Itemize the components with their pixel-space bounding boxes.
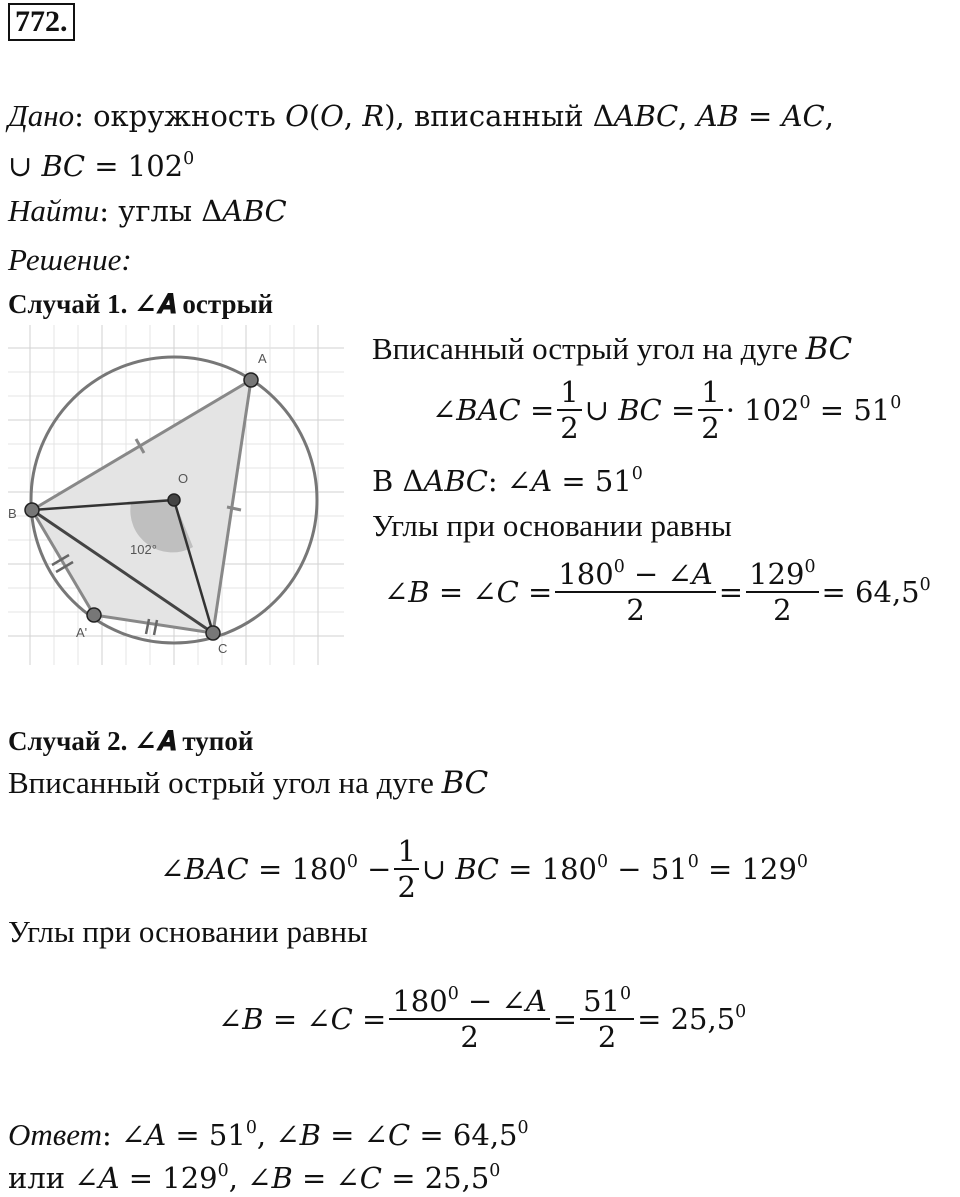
answer-line2 — [8, 1160, 500, 1196]
label-b: B — [8, 506, 17, 521]
case2-eq2-left: ∠𝐵 = ∠𝐶 = — [218, 1002, 387, 1036]
case1-line4: Углы при основании равны — [372, 508, 732, 543]
answer-line1-text: : ∠𝐴 = 51 — [101, 1118, 246, 1152]
degree: 0 — [620, 983, 632, 1004]
degree: 0 — [796, 851, 808, 872]
label-a: A — [258, 351, 267, 366]
answer-line2-text: или ∠𝐴 = 129 — [8, 1161, 218, 1195]
case2-line1: Вписанный острый угол на дуге 𝐵𝐶 — [8, 765, 489, 800]
fraction-180-minus-a — [555, 557, 715, 627]
num-tail: − ∠𝐴 — [624, 557, 713, 591]
given-text: : окружность 𝑂(𝑂, 𝑅), вписанный Δ𝐴𝐵𝐶, 𝐴𝐵 = 𝐴𝐶, — [74, 99, 834, 133]
answer-line2b-text: , ∠𝐵 = ∠𝐶 = 25,5 — [228, 1161, 490, 1195]
case1-eq1-left: ∠𝐵𝐴𝐶 = — [432, 393, 555, 427]
fraction-half — [557, 375, 581, 445]
problem-number: 772. — [8, 3, 75, 41]
given-line — [8, 98, 834, 134]
answer-line1 — [8, 1117, 529, 1153]
fraction-num — [580, 984, 634, 1018]
case2-eq1-left-text: ∠𝐵𝐴𝐶 = 180 — [160, 852, 347, 886]
equals-sign: = — [552, 1002, 578, 1036]
case2-line2: Углы при основании равны — [8, 914, 368, 949]
case2-eq1-result: = 129 — [698, 852, 797, 886]
case1-eq1-right-text: · 102 — [725, 393, 800, 427]
case1-eq1-result: = 51 — [810, 393, 891, 427]
find-line — [8, 193, 287, 229]
solution-label: Решение: — [8, 242, 132, 277]
case2-eq1-right — [422, 851, 808, 887]
degree: 0 — [613, 556, 625, 577]
given-arc — [8, 148, 194, 184]
case1-line3-text: В Δ𝐴𝐵𝐶: ∠𝐴 = 51 — [372, 464, 632, 498]
degree: 0 — [735, 1001, 747, 1022]
case2-eq1 — [160, 834, 808, 904]
case2-eq1-right-text: ∪ 𝐵𝐶 = 180 — [421, 852, 598, 886]
degree: 0 — [346, 851, 358, 872]
given-arc-text: ∪ 𝐵𝐶 = 102 — [8, 149, 184, 183]
num-180: 180 — [558, 557, 614, 591]
point-a — [244, 373, 258, 387]
fraction-num — [746, 557, 818, 591]
degree: 0 — [447, 983, 459, 1004]
fraction-half — [698, 375, 722, 445]
given-label: Дано — [8, 98, 75, 133]
label-a-prime: A' — [76, 625, 88, 640]
case1-eq2 — [384, 557, 931, 627]
case1-eq1-right — [726, 392, 902, 428]
fraction-den: 2 — [394, 868, 418, 904]
fraction-den: 2 — [557, 409, 581, 445]
fraction-num: 1 — [397, 834, 416, 868]
label-angle: 102° — [130, 542, 157, 557]
case2-title: Случай 2. ∠𝑨 тупой — [8, 726, 254, 756]
num-51: 51 — [583, 984, 620, 1018]
degree: 0 — [597, 851, 609, 872]
minus-sign: − — [367, 852, 392, 886]
num-tail: − ∠𝐴 — [458, 984, 547, 1018]
case2-eq2-result-text: = 25,5 — [637, 1002, 736, 1036]
case2-eq1-left — [160, 851, 391, 887]
num-180: 180 — [392, 984, 448, 1018]
degree: 0 — [804, 556, 816, 577]
case1-line3 — [372, 463, 643, 499]
degree: 0 — [687, 851, 699, 872]
fraction-num: 1 — [701, 375, 720, 409]
fraction-129 — [746, 557, 818, 627]
case1-eq1 — [432, 375, 901, 445]
answer-line1-math — [102, 1118, 529, 1152]
degree: 0 — [799, 392, 811, 413]
label-o: O — [178, 471, 189, 486]
point-c — [206, 626, 220, 640]
case1-title: Случай 1. ∠𝑨 острый — [8, 289, 274, 319]
fraction-180-minus-a — [389, 984, 549, 1054]
answer-label: Ответ — [8, 1117, 102, 1152]
fraction-num — [555, 557, 715, 591]
case1-eq2-result — [822, 574, 931, 610]
answer-line1b-text: , ∠𝐵 = ∠𝐶 = 64,5 — [256, 1118, 518, 1152]
fraction-den: 2 — [746, 591, 818, 627]
degree: 0 — [183, 148, 195, 169]
degree: 0 — [517, 1117, 529, 1138]
fraction-51 — [580, 984, 634, 1054]
case2-eq2-result — [637, 1001, 746, 1037]
case1-line1: Вписанный острый угол на дуге 𝐵𝐶 — [372, 331, 853, 366]
equals-sign: = — [718, 575, 744, 609]
degree: 0 — [217, 1160, 229, 1181]
case1-eq1-mid: ∪ 𝐵𝐶 = — [584, 393, 696, 427]
point-a-prime — [87, 608, 101, 622]
degree: 0 — [245, 1117, 257, 1138]
find-text: : углы Δ𝐴𝐵𝐶 — [99, 194, 287, 228]
find-label: Найти — [8, 193, 100, 228]
degree: 0 — [489, 1160, 501, 1181]
point-b — [25, 503, 39, 517]
num-129: 129 — [749, 557, 805, 591]
case1-eq2-left: ∠𝐵 = ∠𝐶 = — [384, 575, 553, 609]
solution-label-text: Решение — [8, 242, 122, 277]
label-c: C — [218, 641, 228, 656]
fraction-num: 1 — [560, 375, 579, 409]
case2-eq1-tail: − 51 — [608, 852, 688, 886]
case1-eq2-result-text: = 64,5 — [821, 575, 920, 609]
fraction-num — [389, 984, 549, 1018]
fraction-den: 2 — [389, 1018, 549, 1054]
fraction-den: 2 — [698, 409, 722, 445]
case2-eq2 — [218, 984, 746, 1054]
point-o — [168, 494, 180, 506]
fraction-den: 2 — [555, 591, 715, 627]
degree: 0 — [890, 392, 902, 413]
fraction-den: 2 — [580, 1018, 634, 1054]
degree: 0 — [919, 574, 931, 595]
degree: 0 — [631, 463, 643, 484]
fraction-half — [394, 834, 418, 904]
geometry-figure — [8, 325, 344, 665]
